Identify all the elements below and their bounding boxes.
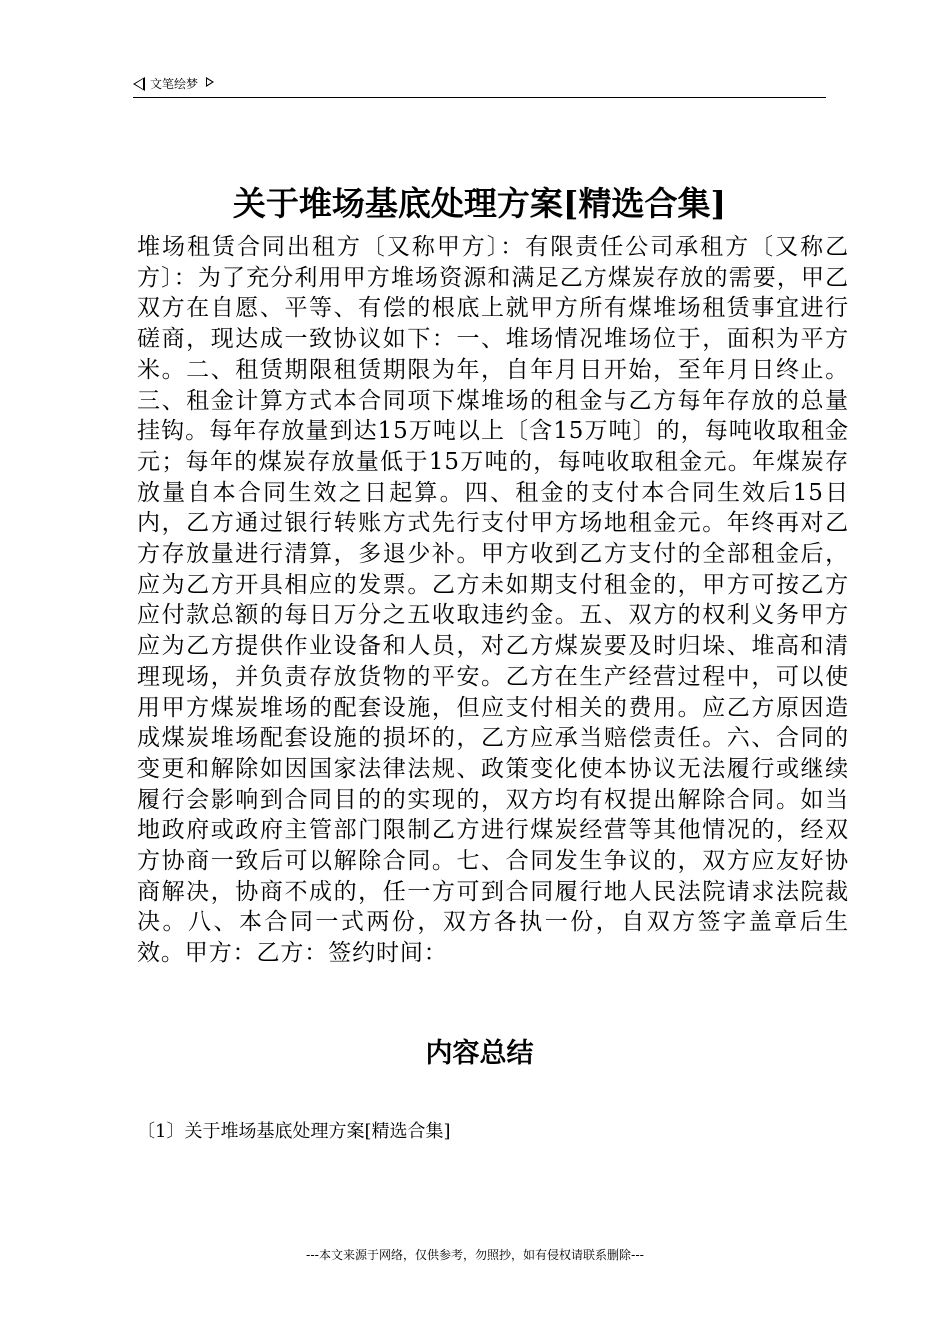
footer-disclaimer: ---本文来源于网络，仅供参考，勿照抄，如有侵权请联系删除--- <box>306 1248 644 1262</box>
document-body: 堆场租赁合同出租方〔又称甲方〕：有限责任公司承租方〔又称乙方〕：为了充分利用甲方堆场资源和满足乙方煤炭存放的需要，甲乙双方在自愿、平等、有偿的根底上就甲方所有煤堆场租赁事宜进行磋商，现达成一致协议如下：一、堆场情况堆场位于，面积为平方米。二、租赁期限租赁期限为年，自年月日开始，至年月日终止。三、租金计算方式本合同项下煤堆场的租金与乙方每年存放的总量挂钩。每年存放量到达15万吨以上〔含15万吨〕的，每吨收取租金元；每年的煤炭存放量低于15万吨的，每吨收取租金元。年煤炭存放量自本合同生效之日起算。四、租金的支付本合同生效后15日内，乙方通过银行转账方式先行支付甲方场地租金元。年终再对乙方存放量进行清算，多退少补。甲方收到乙方支付的全部租金后，应为乙方开具相应的发票。乙方未如期支付租金的，甲方可按乙方应付款总额的每日万分之五收取违约金。五、双方的权利义务甲方应为乙方提供作业设备和人员，对乙方煤炭要及时归垛、堆高和清理现场，并负责存放货物的平安。乙方在生产经营过程中，可以使用甲方煤炭堆场的配套设施，但应支付相关的费用。应乙方原因造成煤炭堆场配套设施的损坏的，乙方应承当赔偿责任。六、合同的变更和解除如因国家法律法规、政策变化使本协议无法履行或继续履行会影响到合同目的的实现的，双方均有权提出解除合同。如当地政府或政府主管部门限制乙方进行煤炭经营等其他情况的，经双方协商一致后可以解除合同。七、合同发生争议的，双方应友好协商解决，协商不成的，任一方可到合同履行地人民法院请求法院裁决。八、本合同一式两份，双方各执一份，自双方签字盖章后生效。甲方：乙方：签约时间： <box>137 234 849 967</box>
summary-item: 〔1〕关于堆场基底处理方案[精选合集] <box>137 1121 451 1142</box>
triangle-right-icon <box>206 77 214 87</box>
document-title: 关于堆场基底处理方案[精选合集] <box>232 184 727 223</box>
summary-heading: 内容总结 <box>425 1038 534 1069</box>
header-brand <box>133 76 214 92</box>
page-header <box>133 74 826 98</box>
triangle-left-icon <box>133 77 145 91</box>
header-brand-text: 文笔绘梦 <box>150 77 199 91</box>
